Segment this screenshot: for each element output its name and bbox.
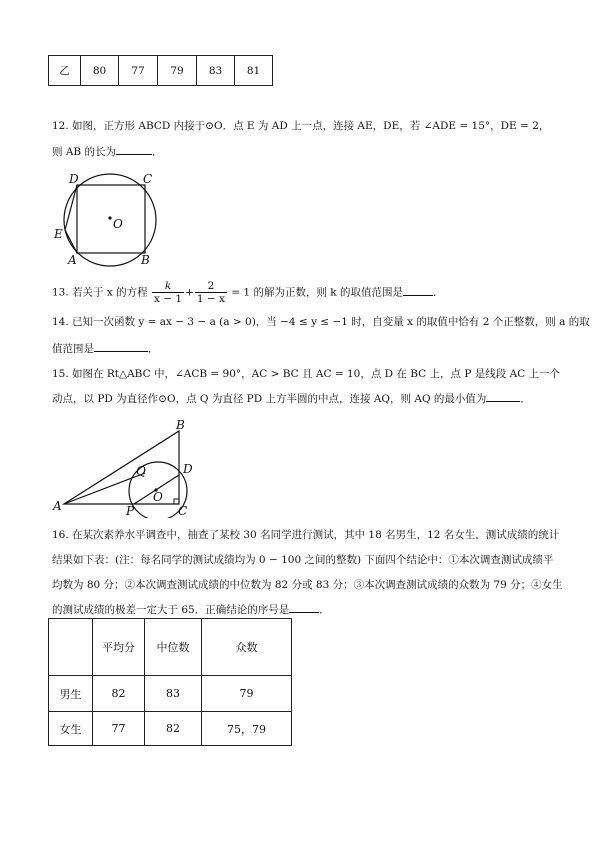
table-cell: 乙 <box>49 56 81 86</box>
label-o: O <box>153 490 163 504</box>
q15-line2 <box>52 391 552 407</box>
fraction-denominator: x − 1 <box>153 293 183 305</box>
q16-line2: 结果如下表：(注：每名同学的测试成绩均为 0 − 100 之间的整数) 下面四个结论中：①本次调查测试成绩平 <box>52 554 554 566</box>
fraction-2-over-1-minus-x <box>195 280 227 305</box>
table-row <box>49 676 292 712</box>
table-cell: 80 <box>81 56 119 86</box>
label-d: D <box>183 462 193 476</box>
q15-line1: 15. 如图在 Rt△ABC 中，∠ACB = 90°，AC > BC 且 AC = 10，点 D 在 BC 上，点 P 是线段 AC 上一个 <box>52 368 561 380</box>
q14-line2 <box>52 341 552 357</box>
table-row <box>49 712 292 746</box>
q16-line1: 16. 在某次素养水平调查中，抽查了某校 30 名同学进行测试，其中 18 名男生，12 名女生，测试成绩的统计 <box>52 529 560 541</box>
label-a: A <box>68 253 77 267</box>
q14-line2-end: ． <box>148 343 159 355</box>
q16-line4 <box>52 602 552 618</box>
fraction-numerator: 2 <box>195 280 227 293</box>
q12-line2 <box>52 144 552 160</box>
table-cell: 77 <box>93 712 145 746</box>
q13-line <box>52 280 552 305</box>
fraction-k-over-x-minus-1 <box>152 280 184 305</box>
q13-pre: 13. 若关于 x 的方程 <box>52 286 148 299</box>
q12-line2-text: 则 AB 的长为 <box>52 146 116 158</box>
table-header-row <box>49 619 292 676</box>
fraction-denominator: 1 − x <box>196 293 225 305</box>
table-cell: 79 <box>158 56 197 86</box>
table-header-cell <box>49 619 93 676</box>
score-table-top <box>48 55 273 86</box>
fraction-numerator: k <box>152 280 184 293</box>
q16-line4-text: 的测试成绩的极差一定大于 65．正确结论的序号是 <box>52 604 290 616</box>
answer-blank <box>403 285 433 296</box>
q15-line2-end: ． <box>520 393 531 405</box>
label-e: E <box>54 227 63 241</box>
answer-blank <box>486 391 520 402</box>
table-cell: 83 <box>145 676 202 712</box>
q12-line1: 12. 如图，正方形 ABCD 内接于⊙O．点 E 为 AD 上一点，连接 AE，DE，若 ∠ADE = 15°，DE = 2， <box>52 120 550 132</box>
table-cell: 82 <box>93 676 145 712</box>
label-q: Q <box>136 464 146 478</box>
label-a: A <box>53 499 62 513</box>
table-header-cell: 平均分 <box>93 619 145 676</box>
answer-blank <box>116 144 152 155</box>
answer-blank <box>94 341 148 352</box>
table-cell: 77 <box>119 56 158 86</box>
table-cell: 75，79 <box>202 712 292 746</box>
table-cell: 男生 <box>49 676 93 712</box>
label-d: D <box>69 172 79 186</box>
label-p: P <box>126 504 135 518</box>
table-cell: 女生 <box>49 712 93 746</box>
table-cell: 79 <box>202 676 292 712</box>
label-o: O <box>113 217 123 231</box>
q15-figure <box>52 418 200 518</box>
q13-post: = 1 的解为正数，则 k 的取值范围是 <box>231 286 403 299</box>
q16-line4-end: ． <box>319 604 330 616</box>
label-b: B <box>176 418 185 432</box>
table-cell: 83 <box>197 56 235 86</box>
answer-blank <box>289 602 319 613</box>
q15-line2-text: 动点，以 PD 为直径作⊙O，点 Q 为直径 PD 上方半圆的中点，连接 AQ，则 AQ 的最小值为 <box>52 393 487 405</box>
center-point <box>108 216 111 219</box>
q12-line2-end: ． <box>151 146 163 158</box>
q14-line1: 14. 已知一次函数 y = ax − 3 − a (a > 0)，当 −4 ≤ y ≤ −1 时，自变量 x 的取值中恰有 2 个正整数，则 a 的取 <box>52 316 590 328</box>
table-cell: 82 <box>145 712 202 746</box>
q14-line2-text: 值范围是 <box>52 343 94 355</box>
label-c: C <box>178 504 188 518</box>
table-cell: 81 <box>235 56 273 86</box>
q16-line3: 均数为 80 分；②本次调查测试成绩的中位数为 82 分或 83 分；③本次调查测试成绩的众数为 79 分；④女生 <box>52 579 563 591</box>
label-c: C <box>143 172 153 186</box>
plus-sign: + <box>185 286 194 299</box>
q13-end: ． <box>433 286 444 299</box>
table-header-cell: 中位数 <box>145 619 202 676</box>
table-header-cell: 众数 <box>202 619 292 676</box>
score-stats-table <box>48 618 292 746</box>
label-b: B <box>141 253 150 267</box>
table-row <box>49 56 273 86</box>
q12-figure <box>52 168 167 268</box>
